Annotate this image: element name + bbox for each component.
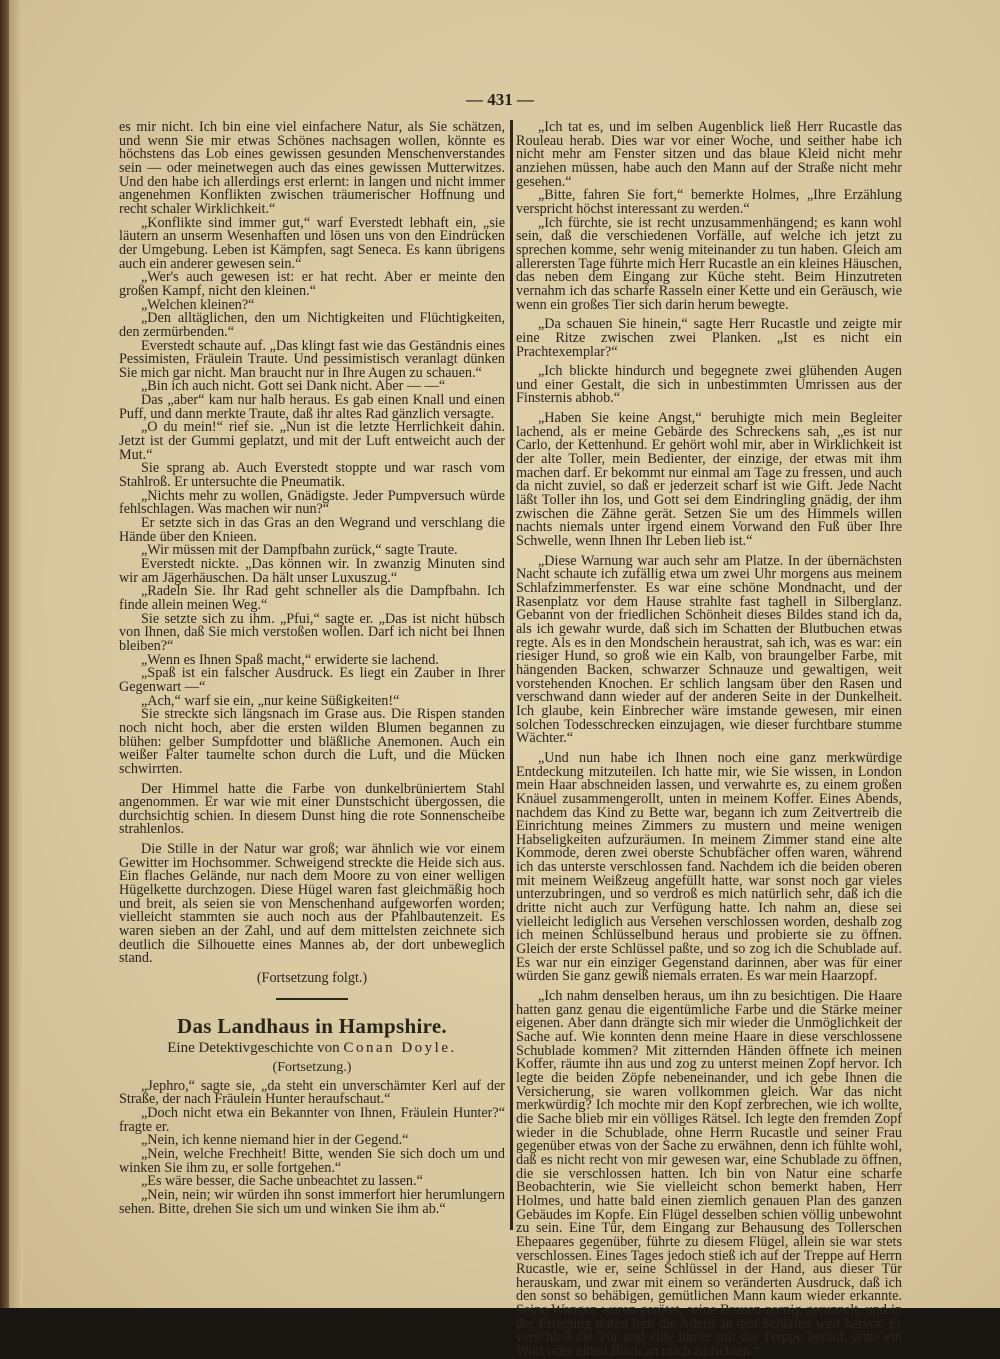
paragraph: Das „aber“ kam nur halb heraus. Es gab einen Knall und einen Puff, und dann merkte Traute, daß ihr altes Rad gänzlich versagte. — [119, 392, 505, 422]
paragraph: Er setzte sich in das Gras an den Wegrand und verschlang die Hände über den Knieen. — [119, 515, 505, 545]
paragraph: Die Stille in der Natur war groß; war ähnlich wie vor einem Gewitter im Hochsommer. Schweigend streckte die Heide sich aus. Ein flaches Gelände, nur nach dem Moore zu von einer welligen Hügelkette durchzogen. Diese Hügel waren fast gleichmäßig hoch und breit, als seien sie von Menschenhand aufgeworfen worden; vielleicht stammten sie auch noch aus der Pfahlbautenzeit. Es waren sieben an der Zahl, und auf dem mittelsten zeichnete sich deutlich die Silhouette eines Mannes ab, der dort unbeweglich stand. — [119, 841, 505, 967]
story-author: Conan Doyle. — [343, 1039, 457, 1056]
paragraph: Der Himmel hatte die Farbe von dunkelbrüniertem Stahl angenommen. Er war wie mit einer Dunstschicht übergossen, die durchsichtig schien. In diesem Dunst hing die rote Sonnenscheibe strahlenlos. — [119, 780, 505, 838]
paragraph: „Nein, welche Frechheit! Bitte, wenden Sie sich doch um und winken Sie ihm zu, er solle fortgehen.“ — [119, 1145, 505, 1176]
paragraph: „Nichts mehr zu wollen, Gnädigste. Jeder Pumpversuch würde fehlschlagen. Was machen wir nun?“ — [119, 487, 505, 518]
section-rule — [276, 998, 348, 1000]
paragraph: Everstedt nickte. „Das können wir. In zwanzig Minuten sind wir am Jägerhäuschen. Da hält unser Luxuszug.“ — [119, 556, 505, 586]
paragraph: es mir nicht. Ich bin eine viel einfachere Natur, als Sie schätzen, und wenn Sie mir etwas Schönes nachsagen wollen, könnte es höchstens das Lob eines gewissen gesunden Menschenverstandes sein — oder meinetwegen auch das eines gewissen Mutterwitzes. Und den habe ich allerdings erst erlernt: in langen und nicht immer angenehmen Konflikten zwischen träumerischer Hoffnung und recht schaler Wirklichkeit.“ — [119, 119, 505, 217]
paragraph: Sie setzte sich zu ihm. „Pfui,“ sagte er. „Das ist nicht hübsch von Ihnen, daß Sie mich verstoßen wollen. Darf ich nicht bei Ihnen bleiben?“ — [119, 610, 505, 654]
paragraph: „Ich nahm denselben heraus, um ihn zu besichtigen. Die Haare hatten ganz genau die eigentümliche Farbe und die Stärke meiner eigenen. Aber dann drängte sich mir wieder die Unmöglichkeit der Sache auf. Wie konnten denn meine Haare in diese verschlossene Schublade kommen? Mit zitternden Händen öffnete ich meinen Koffer, räumte ihn aus und zog zu unterst meinen Zopf hervor. Ich legte die beiden Zöpfe nebeneinander, und ich gebe Ihnen die Versicherung, sie waren vollkommen gleich. War das nicht merkwürdig? Ich mochte mir den Kopf zerbrechen, wie ich wollte, die Sache blieb mir ein völliges Rätsel. Ich legte den fremden Zopf wieder in die Schublade, ohne Herrn Rucastle und seiner Frau gegenüber etwas von der Sache zu erwähnen, denn ich fühlte wohl, daß es nicht recht von mir gewesen war, eine Schublade zu öffnen, die sie verschlossen hatten. Ich bin von Natur eine scharfe Beobachterin, wie Sie vielleicht schon bemerkt haben, Herr Holmes, und hatte bald einen ziemlich genauen Plan des ganzen Gebäudes im Kopfe. Ein Flügel desselben schien völlig unbewohnt zu sein. Eine Tür, dem Eingang zur Behausung des Tollerschen Ehepaares gegenüber, führte zu diesem Flügel, allein sie war stets verschlossen. Eines Tages jedoch stieß ich auf der Treppe auf Herrn Rucastle, wie er, seine Schlüssel in der Hand, aus dieser Tür herauskam, und zwar mit einem so veränderten Ausdruck, daß ich den sonst so behäbigen, gemütlichen Mann kaum wieder erkannte. Seine Wangen waren gerötet, seine Brauen zornig gerunzelt, und in der Erregung traten ihm die Adern an den Schläfen weit hervor. Er verschloß die Tür und eilte hinter mir die Treppe herauf, ohne ein Wort oder einen Blick an mich zu richten.“ — [516, 988, 902, 1359]
page-gutter — [9, 0, 23, 1308]
paragraph: „Und nun habe ich Ihnen noch eine ganz merkwürdige Entdeckung mitzuteilen. Ich hatte mir, wie Sie wissen, in London mein Haar abschneiden lassen, und verwahrte es, zu einem großen Knäuel zusammengerollt, unten in meinem Koffer. Eines Abends, nachdem das Kind zu Bette war, begann ich zum Zeitvertreib die Einrichtung meines Zimmers zu mustern und meine wenigen Habseligkeiten aufzuräumen. In meinem Zimmer stand eine alte Kommode, deren zwei oberste Schubfächer offen waren, während ich das unterste verschlossen fand. Nachdem ich die beiden oberen mit meinem Weißzeug angefüllt hatte, war sonst noch gar vieles unterzubringen, und so verdroß es mich natürlich sehr, daß ich die dritte nicht auch zur Verfügung hatte. Ich nahm an, diese sei vielleicht lediglich aus Versehen verschlossen worden, deshalb zog ich meinen Schlüsselbund heraus und probierte sie zu öffnen. Gleich der erste Schlüssel paßte, und so zog ich die Schublade auf. Es war nur ein einziger Gegenstand darinnen, aber was für einer würden Sie ganz gewiß niemals erraten. Es war mein Haarzopf. — [516, 749, 902, 985]
paragraph: „Nein, nein; wir würden ihn sonst immerfort hier herumlungern sehen. Bitte, drehen Sie sich um und winken Sie ihm ab.“ — [119, 1186, 505, 1217]
continuation-note: (Fortsetzung folgt.) — [256, 970, 368, 987]
paragraph: „Wer's auch gewesen ist: er hat recht. Aber er meinte den großen Kampf, nicht den kleinen.“ — [119, 269, 505, 299]
paragraph: Everstedt schaute auf. „Das klingt fast wie das Geständnis eines Pessimisten, Fräulein Traute. Und pessimistisch veranlagt dünken Sie mich gar nicht. Man braucht nur in Ihre Augen zu schauen.“ — [119, 337, 505, 381]
paragraph: „Wir müssen mit der Dampfbahn zurück,“ sagte Traute. — [141, 542, 458, 559]
paragraph: „O du mein!“ rief sie. „Nun ist die letzte Herrlichkeit dahin. Jetzt ist der Gummi geplatzt, und mit der Luft entweicht auch der Mut.“ — [119, 419, 505, 463]
paragraph: „Welchen kleinen?“ — [141, 296, 255, 313]
book-binding — [0, 0, 9, 1308]
paragraph: „Da schauen Sie hinein,“ sagte Herr Rucastle und zeigte mir eine Ritze zwischen zwei Planken. „Ist es nicht ein Prachtexemplar?“ — [516, 316, 902, 360]
paragraph: „Bin ich auch nicht. Gott sei Dank nicht. Aber — —“ — [141, 378, 446, 395]
story-subtitle — [119, 1038, 505, 1058]
paragraph: „Ich tat es, und im selben Augenblick ließ Herr Rucastle das Rouleau herab. Dies war vor einer Woche, und seither habe ich nicht mehr am Fenster sitzen und das blaue Kleid nicht mehr anziehen müssen, habe auch den Mann auf der Straße nicht mehr gesehen.“ — [516, 119, 902, 190]
story-text-continued — [516, 121, 902, 1359]
column-divider — [510, 120, 513, 1230]
paragraph: „Nein, ich kenne niemand hier in der Gegend.“ — [141, 1132, 409, 1149]
paragraph: „Wenn es Ihnen Spaß macht,“ erwiderte sie lachend. — [141, 651, 439, 668]
story-continued-label: (Fortsetzung.) — [272, 1059, 352, 1075]
paragraph: „Es wäre besser, die Sache unbeachtet zu lassen.“ — [141, 1173, 423, 1190]
paragraph: „Ich blickte hindurch und begegnete zwei glühenden Augen und einer Gestalt, die sich in unbestimmten Umrissen aus der Finsternis abhob.“ — [516, 363, 902, 407]
paragraph: „Bitte, fahren Sie fort,“ bemerkte Holmes, „Ihre Erzählung verspricht höchst interessant zu werden.“ — [516, 187, 902, 217]
story-title: Das Landhaus in Hampshire. — [176, 1013, 447, 1038]
paragraph: „Radeln Sie. Ihr Rad geht schneller als die Dampfbahn. Ich finde allein meinen Weg.“ — [119, 583, 505, 613]
paragraph: „Haben Sie keine Angst,“ beruhigte mich mein Begleiter lachend, als er meine Gebärde des Schreckens sah, „es ist nur Carlo, der Kettenhund. Er gehört wohl mir, aber in Wirklichkeit ist der alte Toller, mein Bedienter, der einzige, der etwas mit ihm machen darf. Er bekommt nur einmal am Tage zu fressen, und auch da nicht zuviel, so daß er jederzeit scharf ist wie Gift. Jede Nacht läßt Toller ihn los, und Gott sei dem Eindringling gnädig, der ihm zwischen die Zähne gerät. Setzen Sie um des Himmels willen nachts niemals unter irgend einem Vorwand den Fuß über Ihre Schwelle, wenn Ihnen Ihr Leben lieb ist.“ — [516, 410, 902, 550]
page-number: — 431 — — [466, 90, 534, 109]
subtitle-prefix: Eine Detektivgeschichte von — [167, 1039, 340, 1056]
paragraph: „Ach,“ warf sie ein, „nur keine Süßigkeiten!“ — [141, 692, 400, 709]
right-column — [516, 121, 902, 1359]
left-column — [119, 121, 505, 1216]
story-text — [119, 1077, 505, 1217]
paragraph: „Konflikte sind immer gut,“ warf Everstedt lebhaft ein, „sie läutern an unserm Wesenhaften und lösen uns von den Eindrücken der Umgebung. Leben ist Kämpfen, sagt Seneca. Es kann übrigens auch ein anderer gewesen sein.“ — [119, 214, 505, 272]
serial-story-text — [119, 121, 505, 966]
paragraph: „Doch nicht etwa ein Bekannter von Ihnen, Fräulein Hunter?“ fragte er. — [119, 1105, 505, 1135]
paragraph: „Ich fürchte, sie ist recht unzusammenhängend; es kann wohl sein, daß die verschiedenen Vorfälle, auf welche ich jetzt zu sprechen komme, sehr wenig miteinander zu tun haben. Gleich am allerersten Tage führte mich Herr Rucastle an ein kleines Häuschen, das neben dem Eingang zur Küche steht. Beim Hinzutreten vernahm ich das scharfe Rasseln einer Kette und ein Geräusch, wie wenn ein großes Tier sich darin herum bewegte. — [516, 214, 902, 313]
paragraph: Sie sprang ab. Auch Everstedt stoppte und war rasch vom Stahlroß. Er untersuchte die Pneumatik. — [119, 460, 505, 491]
paragraph: Sie streckte sich längsnach im Grase aus. Die Rispen standen noch nicht hoch, aber die ersten wilden Blumen begannen zu blühen: gelber Sumpfdotter und bläßliche Anemonen. Auch ein weißer Falter taumelte schon durch die Luft, und die Mücken schwirrten. — [119, 706, 505, 777]
paragraph: „Diese Warnung war auch sehr am Platze. In der übernächsten Nacht schaute ich zufällig etwa um zwei Uhr morgens aus meinem Schlafzimmerfenster. Es war eine schöne Mondnacht, und der Rasenplatz vor dem Hause strahlte fast taghell in Silberglanz. Gebannt von der friedlichen Schönheit dieses Bildes stand ich da, als ich gewahr wurde, daß sich im Schatten der Blutbuchen etwas regte. Als es in den Mondschein heraustrat, sah ich, was es war: ein riesiger Hund, so groß wie ein Kalb, von braungelber Farbe, mit hängenden Backen, schwarzer Schnauze und gewaltigen, weit vorstehenden Knochen. Er schlich langsam über den Rasen und verschwand dann wieder auf der anderen Seite in der Dunkelheit. Ich glaube, kein Einbrecher wäre imstande gewesen, mir einen solchen Todesschrecken einzujagen, wie dieser furchtbare stumme Wächter.“ — [516, 552, 902, 747]
paragraph: „Spaß ist ein falscher Ausdruck. Es liegt ein Zauber in Ihrer Gegenwart —“ — [119, 665, 505, 695]
paragraph: „Den alltäglichen, den um Nichtigkeiten und Flüchtigkeiten, den zermürbenden.“ — [119, 310, 505, 340]
paragraph: „Jephro,“ sagte sie, „da steht ein unverschämter Kerl auf der Straße, der nach Fräulein Hunter heraufschaut.“ — [119, 1077, 505, 1108]
